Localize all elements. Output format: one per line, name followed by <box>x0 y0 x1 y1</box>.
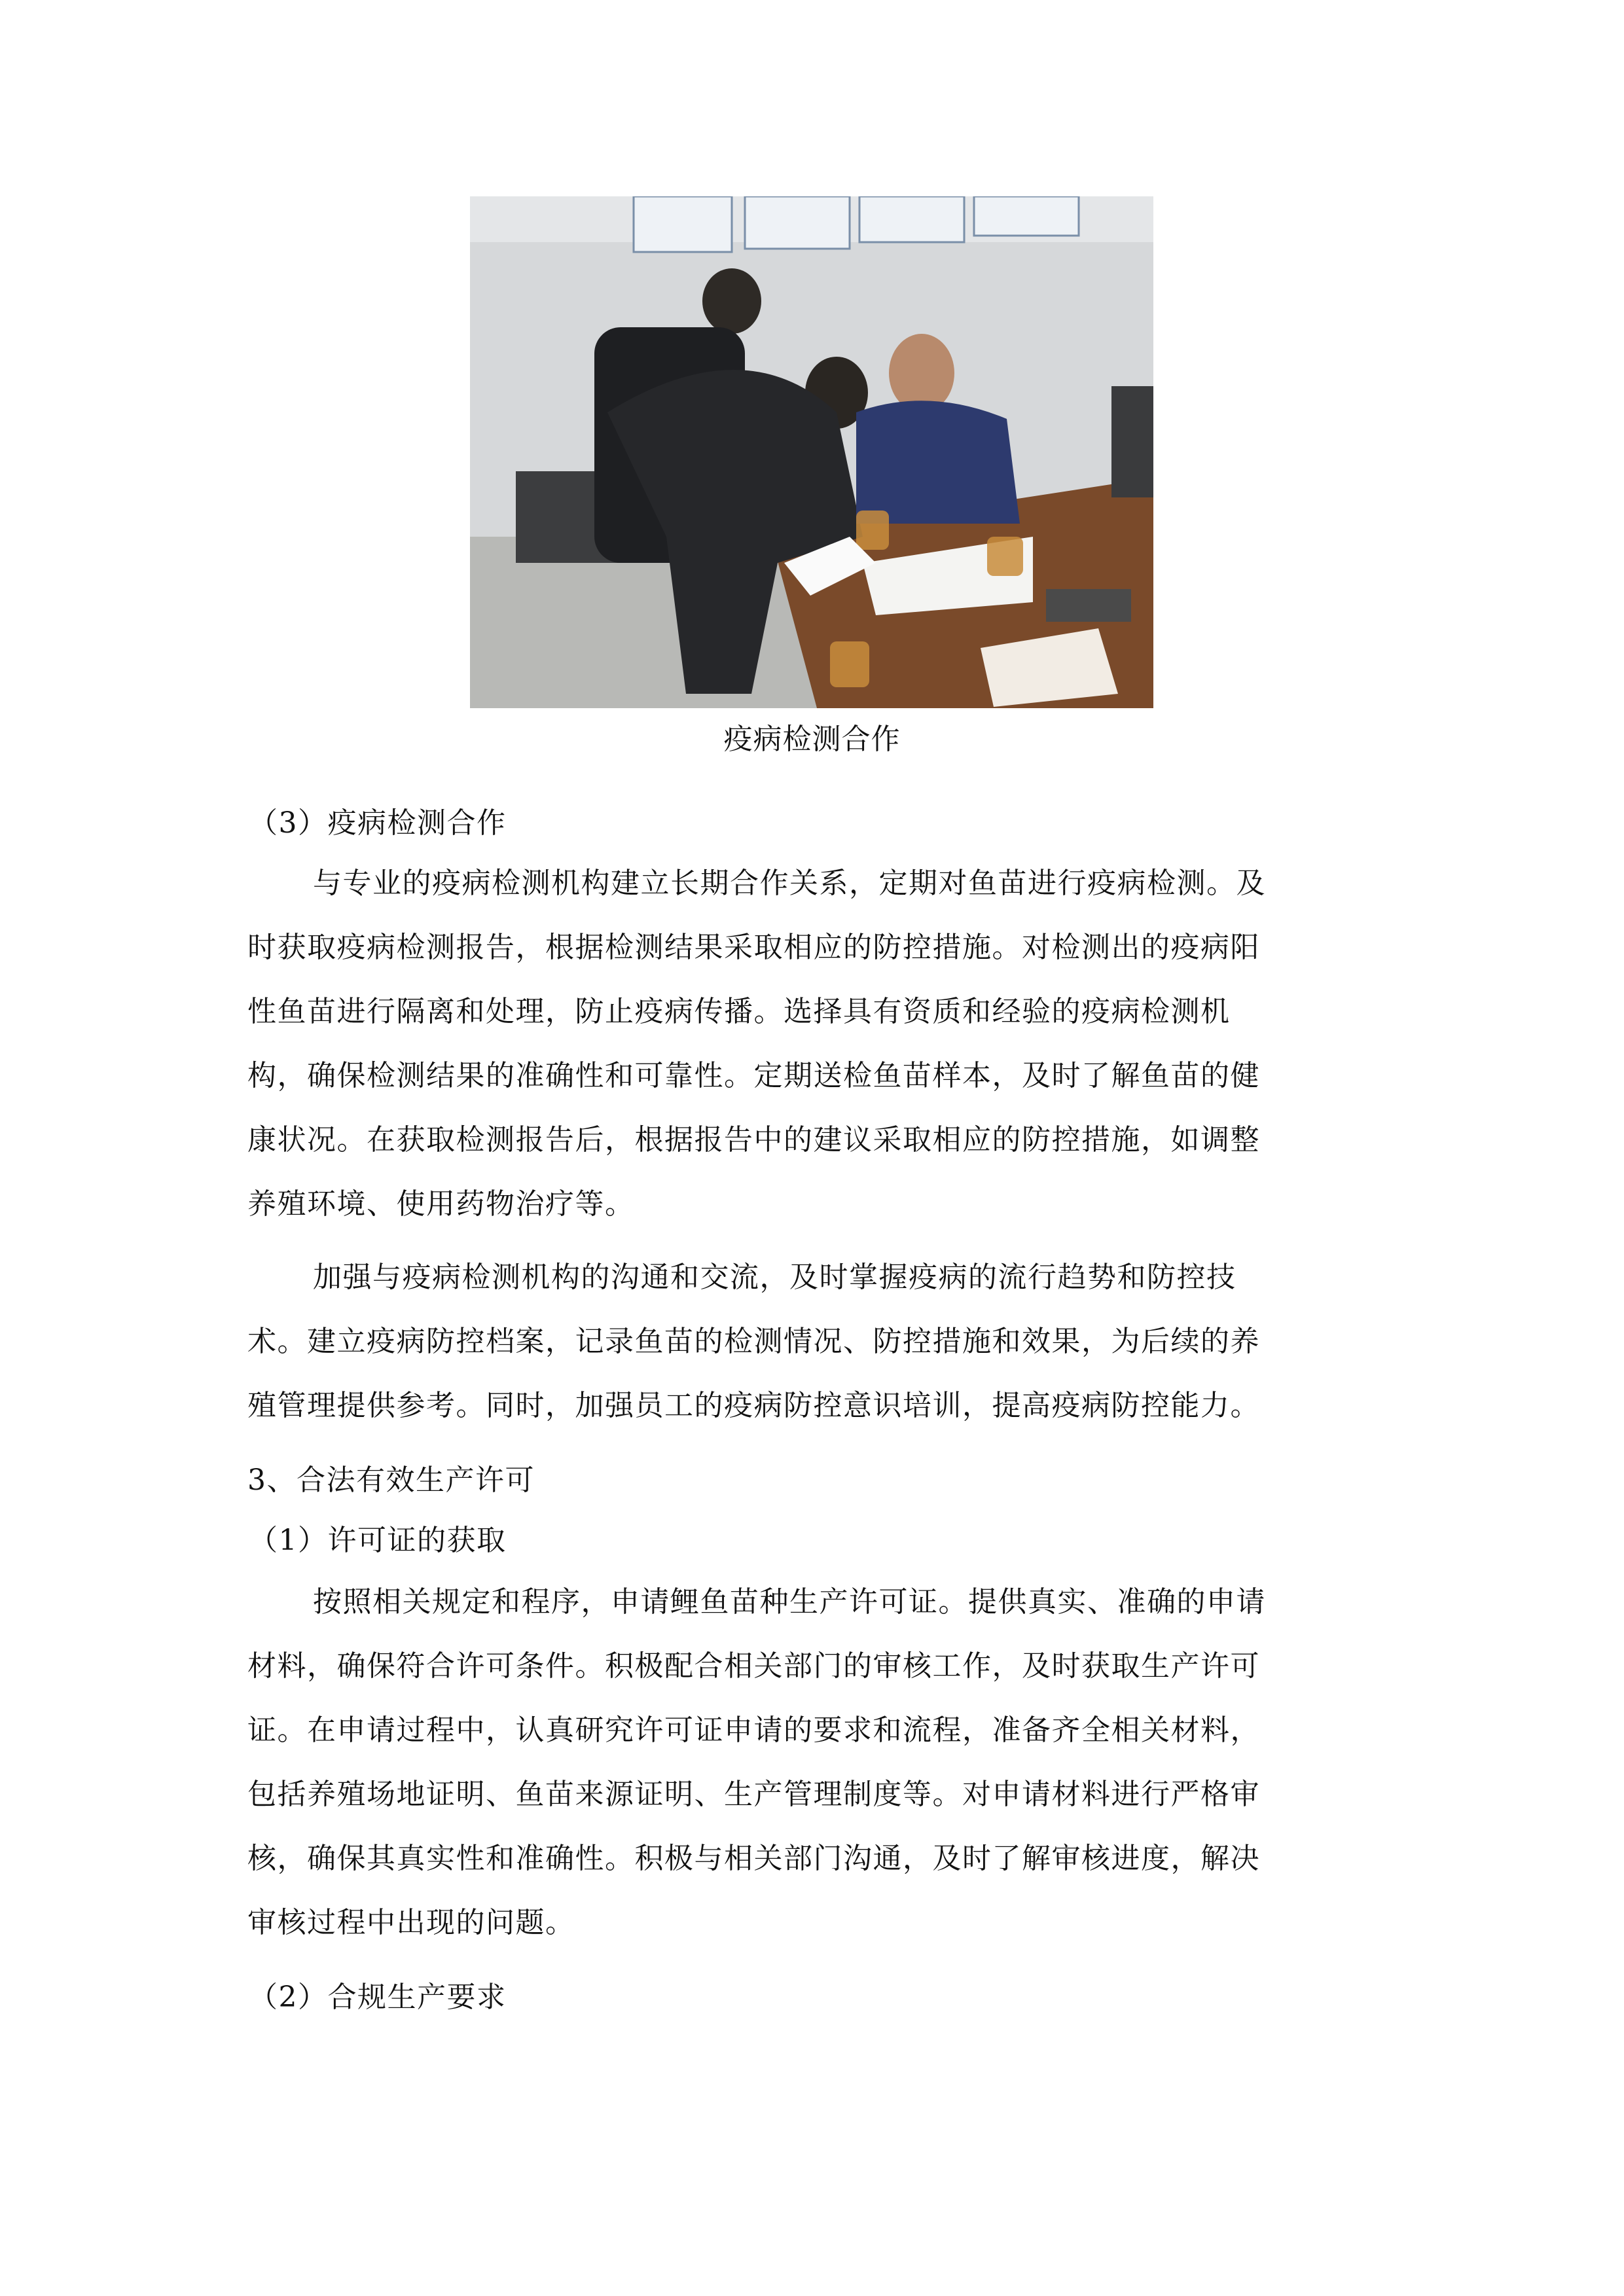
paragraph-line: 与专业的疫病检测机构建立长期合作关系，定期对鱼苗进行疫病检测。及 <box>313 867 1266 900</box>
paragraph-line: 术。建立疫病防控档案，记录鱼苗的检测情况、防控措施和效果，为后续的养 <box>247 1325 1260 1358</box>
figure-caption: 疫病检测合作 <box>723 723 901 756</box>
section-heading-license: 3、合法有效生产许可 <box>247 1463 535 1497</box>
paragraph-line: 构，确保检测结果的准确性和可靠性。定期送检鱼苗样本，及时了解鱼苗的健 <box>247 1059 1260 1092</box>
paragraph-line: 包括养殖场地证明、鱼苗来源证明、生产管理制度等。对申请材料进行严格审 <box>247 1778 1260 1811</box>
paragraph-line: 殖管理提供参考。同时，加强员工的疫病防控意识培训，提高疫病防控能力。 <box>247 1389 1260 1422</box>
paragraph-line: 康状况。在获取检测报告后，根据报告中的建议采取相应的防控措施，如调整 <box>247 1123 1260 1157</box>
section-heading-disease: （3）疫病检测合作 <box>249 806 507 840</box>
figure-photo <box>470 196 1153 708</box>
paragraph-line: 材料，确保符合许可条件。积极配合相关部门的审核工作，及时获取生产许可 <box>247 1649 1260 1683</box>
photo-icon <box>470 196 1153 708</box>
paragraph-line: 加强与疫病检测机构的沟通和交流，及时掌握疫病的流行趋势和防控技 <box>313 1261 1236 1294</box>
paragraph-line: 按照相关规定和程序，申请鲤鱼苗种生产许可证。提供真实、准确的申请 <box>313 1585 1266 1619</box>
paragraph-line: 核，确保其真实性和准确性。积极与相关部门沟通，及时了解审核进度，解决 <box>247 1842 1260 1875</box>
paragraph-line: 性鱼苗进行隔离和处理，防止疫病传播。选择具有资质和经验的疫病检测机 <box>247 995 1231 1028</box>
subsection-heading-compliance: （2）合规生产要求 <box>249 1981 507 2014</box>
paragraph-line: 证。在申请过程中，认真研究许可证申请的要求和流程，准备齐全相关材料， <box>247 1713 1260 1747</box>
paragraph-line: 养殖环境、使用药物治疗等。 <box>247 1187 635 1221</box>
paragraph-line: 审核过程中出现的问题。 <box>247 1906 575 1939</box>
paragraph-line: 时获取疫病检测报告，根据检测结果采取相应的防控措施。对检测出的疫病阳 <box>247 931 1260 964</box>
subsection-heading-license-acquire: （1）许可证的获取 <box>249 1524 507 1557</box>
